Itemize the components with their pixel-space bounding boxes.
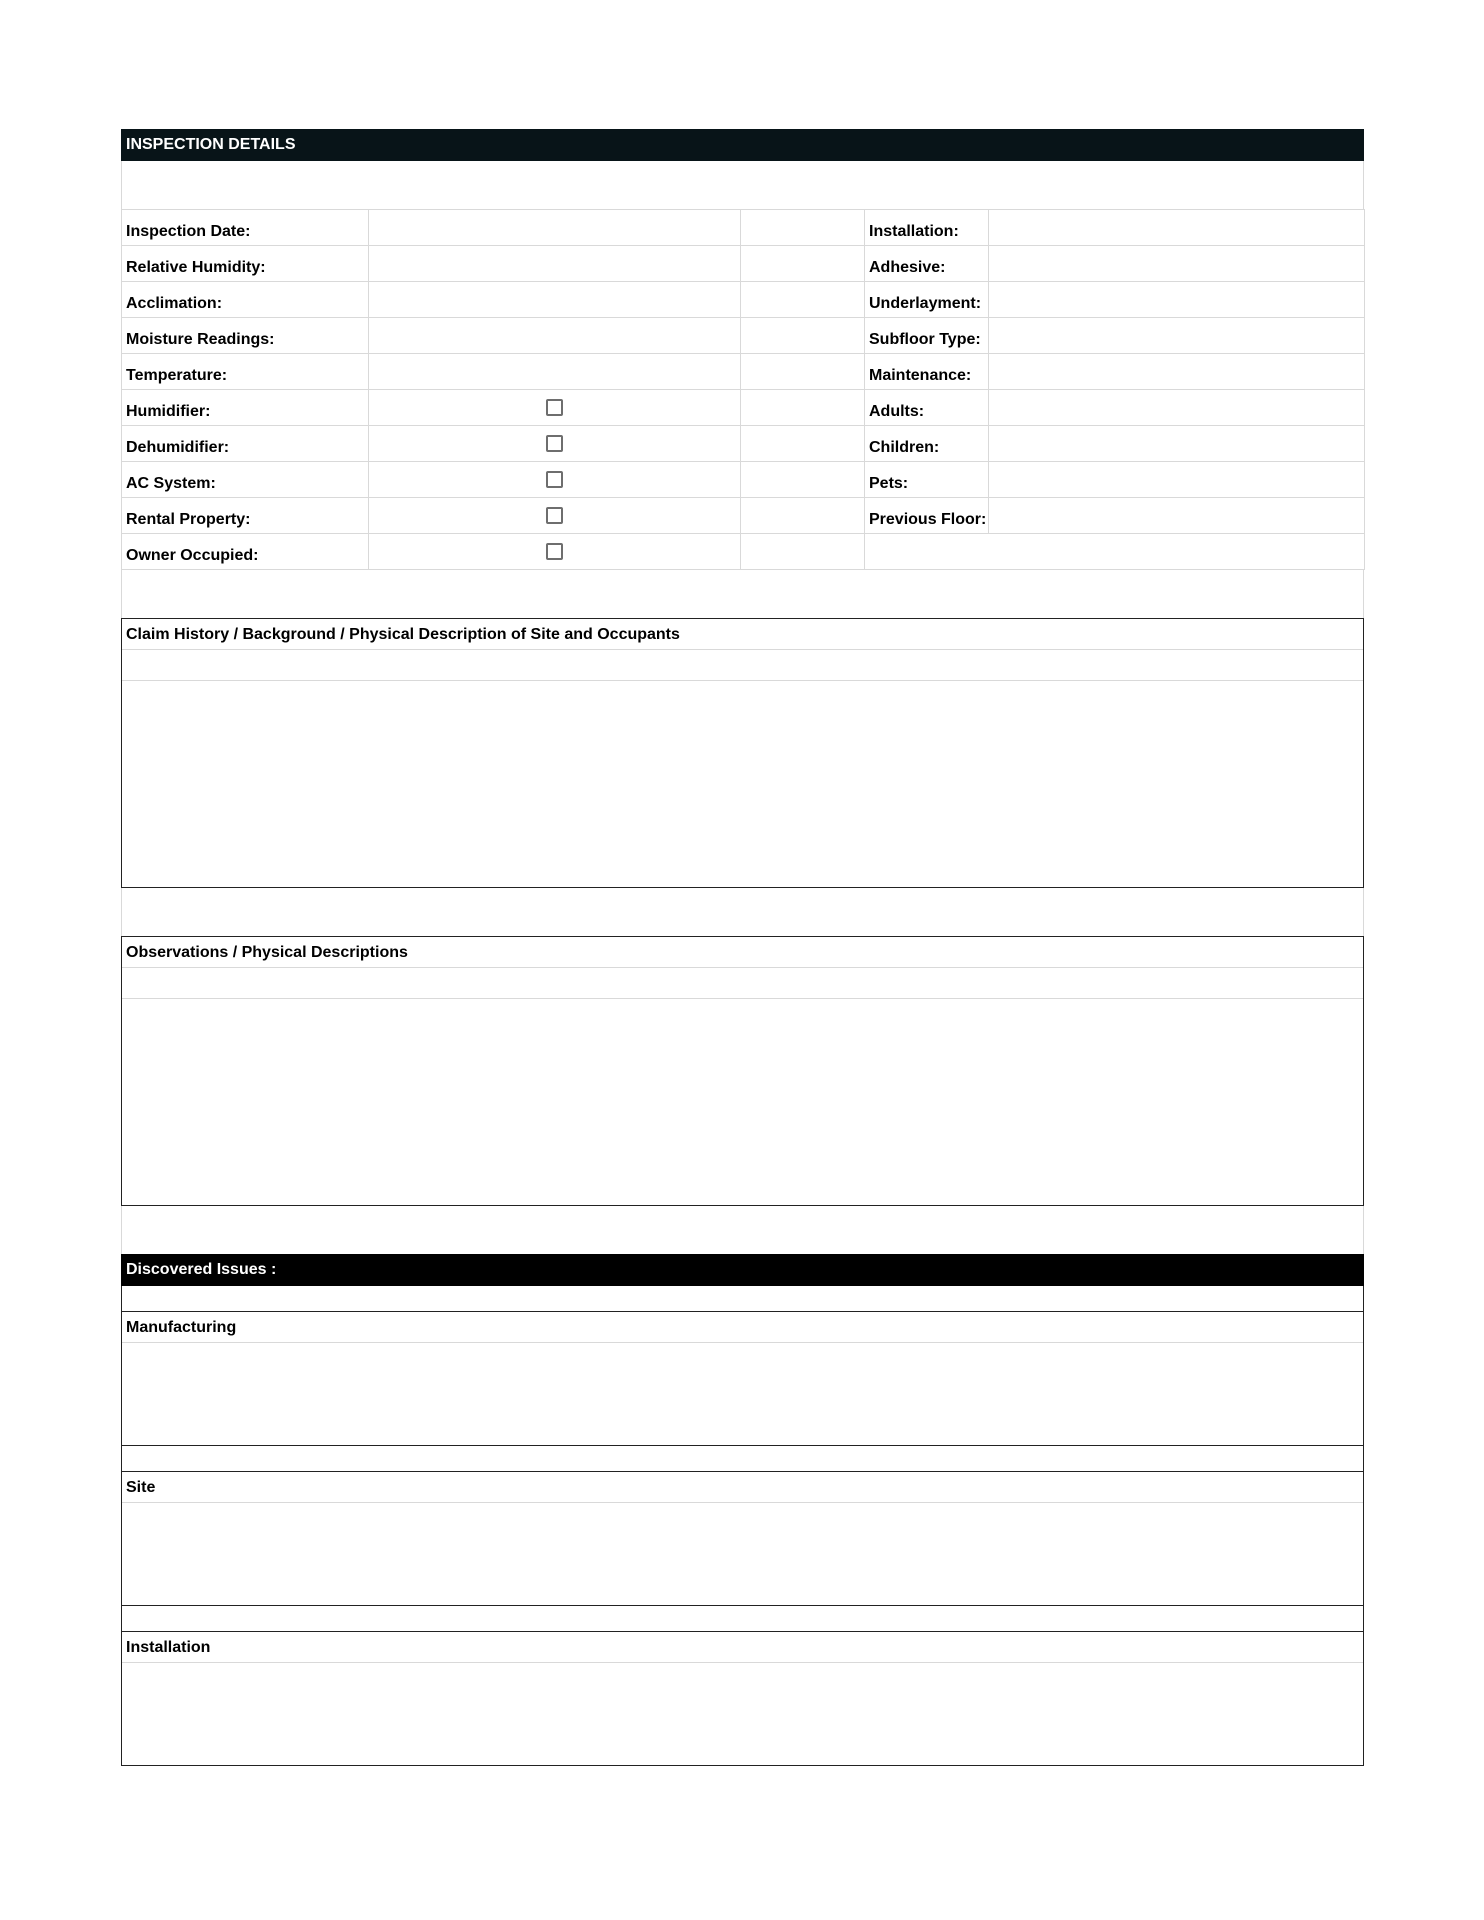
field-label-installation: Installation:	[865, 210, 989, 246]
field-label-children: Children:	[865, 426, 989, 462]
issue-installation	[121, 1632, 1364, 1766]
field-label-inspection-date: Inspection Date:	[122, 210, 369, 246]
rental-property-cell	[369, 498, 741, 534]
temperature-input[interactable]	[369, 354, 741, 390]
observations-subrow	[122, 968, 1363, 999]
adhesive-input[interactable]	[989, 246, 1365, 282]
field-label-adhesive: Adhesive:	[865, 246, 989, 282]
issue-site-title: Site	[122, 1472, 1363, 1503]
claim-history-textarea[interactable]	[122, 681, 1363, 886]
field-row	[122, 390, 1365, 426]
field-row	[122, 462, 1365, 498]
relative-humidity-input[interactable]	[369, 246, 741, 282]
field-row	[122, 534, 1365, 570]
dehumidifier-checkbox[interactable]	[546, 435, 563, 452]
ac-system-checkbox[interactable]	[546, 471, 563, 488]
empty-cell	[741, 246, 865, 282]
dehumidifier-cell	[369, 426, 741, 462]
issue-site	[121, 1472, 1364, 1606]
field-label-humidifier: Humidifier:	[122, 390, 369, 426]
field-label-rental-property: Rental Property:	[122, 498, 369, 534]
field-label-dehumidifier: Dehumidifier:	[122, 426, 369, 462]
rental-property-checkbox[interactable]	[546, 507, 563, 524]
subfloor-type-input[interactable]	[989, 318, 1365, 354]
field-row	[122, 318, 1365, 354]
inspection-details-header: INSPECTION DETAILS	[121, 129, 1364, 161]
field-label-underlayment: Underlayment:	[865, 282, 989, 318]
moisture-readings-input[interactable]	[369, 318, 741, 354]
discovered-issues-header: Discovered Issues :	[121, 1254, 1364, 1286]
issue-manufacturing-title: Manufacturing	[122, 1312, 1363, 1343]
empty-cell	[741, 282, 865, 318]
issue-installation-title: Installation	[122, 1632, 1363, 1663]
humidifier-checkbox[interactable]	[546, 399, 563, 416]
ac-system-cell	[369, 462, 741, 498]
issue-installation-textarea[interactable]	[122, 1663, 1363, 1763]
empty-cell	[741, 426, 865, 462]
observations-title: Observations / Physical Descriptions	[122, 937, 1363, 968]
children-input[interactable]	[989, 426, 1365, 462]
pets-input[interactable]	[989, 462, 1365, 498]
field-label-temperature: Temperature:	[122, 354, 369, 390]
field-label-ac-system: AC System:	[122, 462, 369, 498]
observations-section	[121, 936, 1364, 1206]
issue-site-textarea[interactable]	[122, 1503, 1363, 1603]
inspection-fields-table	[121, 209, 1365, 570]
field-row	[122, 246, 1365, 282]
inspection-date-input[interactable]	[369, 210, 741, 246]
field-label-pets: Pets:	[865, 462, 989, 498]
header-spacer	[121, 161, 1364, 209]
issue-manufacturing	[121, 1312, 1364, 1446]
field-label-maintenance: Maintenance:	[865, 354, 989, 390]
claim-history-subrow	[122, 650, 1363, 681]
section-spacer	[121, 570, 1364, 618]
section-spacer	[121, 1206, 1364, 1254]
owner-occupied-cell	[369, 534, 741, 570]
issues-gap	[121, 1446, 1364, 1472]
humidifier-cell	[369, 390, 741, 426]
issues-gap	[121, 1286, 1364, 1312]
claim-history-title: Claim History / Background / Physical Description of Site and Occupants	[122, 619, 1363, 650]
claim-history-section	[121, 618, 1364, 888]
empty-cell	[741, 354, 865, 390]
field-row	[122, 498, 1365, 534]
issues-gap	[121, 1606, 1364, 1632]
owner-occupied-checkbox[interactable]	[546, 543, 563, 560]
maintenance-input[interactable]	[989, 354, 1365, 390]
field-row	[122, 426, 1365, 462]
acclimation-input[interactable]	[369, 282, 741, 318]
underlayment-input[interactable]	[989, 282, 1365, 318]
field-row	[122, 210, 1365, 246]
field-row	[122, 354, 1365, 390]
installation-input[interactable]	[989, 210, 1365, 246]
empty-cell	[741, 318, 865, 354]
empty-cell	[741, 462, 865, 498]
adults-input[interactable]	[989, 390, 1365, 426]
previous-floor-input[interactable]	[989, 498, 1365, 534]
empty-cell	[741, 390, 865, 426]
field-label-relative-humidity: Relative Humidity:	[122, 246, 369, 282]
empty-cell	[865, 534, 1365, 570]
field-label-owner-occupied: Owner Occupied:	[122, 534, 369, 570]
field-row	[122, 282, 1365, 318]
inspection-form	[121, 129, 1364, 1766]
field-label-subfloor-type: Subfloor Type:	[865, 318, 989, 354]
field-label-acclimation: Acclimation:	[122, 282, 369, 318]
field-label-adults: Adults:	[865, 390, 989, 426]
empty-cell	[741, 498, 865, 534]
empty-cell	[741, 534, 865, 570]
issue-manufacturing-textarea[interactable]	[122, 1343, 1363, 1443]
observations-textarea[interactable]	[122, 999, 1363, 1204]
empty-cell	[741, 210, 865, 246]
field-label-moisture-readings: Moisture Readings:	[122, 318, 369, 354]
section-spacer	[121, 888, 1364, 936]
field-label-previous-floor: Previous Floor:	[865, 498, 989, 534]
